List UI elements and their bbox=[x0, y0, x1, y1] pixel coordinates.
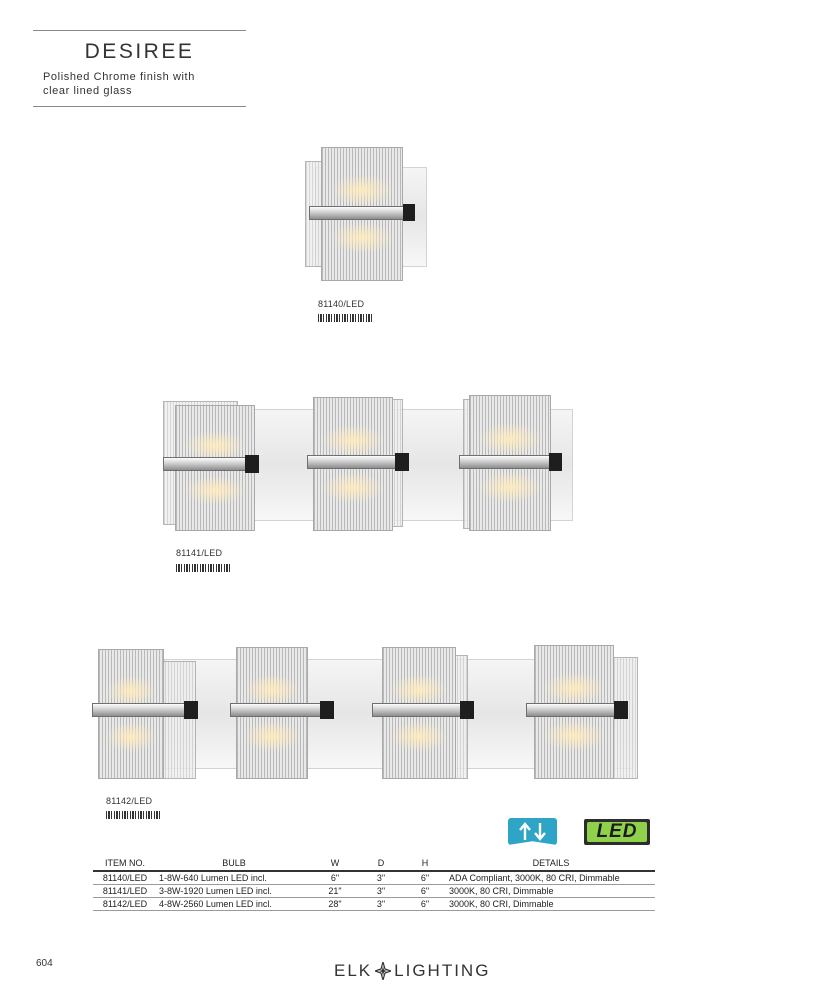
depth-cell: 3" bbox=[359, 885, 403, 898]
height-cell: 6" bbox=[403, 871, 447, 885]
product-image-81142 bbox=[92, 643, 642, 783]
item-cell: 81141/LED bbox=[93, 885, 157, 898]
diamond-star-icon bbox=[375, 962, 391, 980]
page-number: 604 bbox=[36, 958, 53, 969]
bulb-cell: 3-8W-1920 Lumen LED incl. bbox=[157, 885, 311, 898]
width-cell: 21" bbox=[311, 885, 359, 898]
spec-table bbox=[93, 856, 655, 911]
table-row bbox=[93, 898, 655, 911]
chrome-arm-end-cap bbox=[184, 701, 198, 719]
height-cell: 6" bbox=[403, 885, 447, 898]
chrome-arm-end-cap bbox=[549, 453, 562, 471]
table-header-row bbox=[93, 856, 655, 871]
height-cell: 6" bbox=[403, 898, 447, 911]
product-barcode-81142 bbox=[106, 811, 162, 819]
led-badge bbox=[584, 819, 650, 845]
up-down-light-icon bbox=[508, 818, 557, 845]
chrome-arm bbox=[526, 703, 628, 717]
chrome-arm bbox=[309, 206, 413, 220]
width-cell: 6" bbox=[311, 871, 359, 885]
product-image-81141 bbox=[163, 395, 573, 535]
chrome-arm bbox=[307, 455, 403, 469]
product-label-81141: 81141/LED bbox=[176, 548, 223, 558]
column-header: BULB bbox=[157, 856, 311, 871]
column-header: W bbox=[311, 856, 359, 871]
product-label-81140: 81140/LED bbox=[318, 299, 365, 309]
led-badge-label: LED bbox=[587, 822, 647, 842]
chrome-arm bbox=[372, 703, 472, 717]
width-cell: 28" bbox=[311, 898, 359, 911]
brand-left: ELK bbox=[334, 961, 373, 980]
details-cell: 3000K, 80 CRI, Dimmable bbox=[447, 898, 655, 911]
collection-description bbox=[43, 70, 243, 98]
chrome-arm-end-cap bbox=[245, 455, 259, 473]
item-cell: 81140/LED bbox=[93, 871, 157, 885]
bulb-cell: 4-8W-2560 Lumen LED incl. bbox=[157, 898, 311, 911]
table-row bbox=[93, 885, 655, 898]
chrome-arm-end-cap bbox=[395, 453, 409, 471]
chrome-arm-end-cap bbox=[403, 204, 415, 221]
collection-title: DESIREE bbox=[84, 40, 195, 63]
description-line-2: clear lined glass bbox=[43, 85, 133, 97]
chrome-arm bbox=[92, 703, 192, 717]
description-line-1: Polished Chrome finish with bbox=[43, 71, 195, 83]
chrome-arm bbox=[459, 455, 557, 469]
chrome-arm-end-cap bbox=[460, 701, 474, 719]
chrome-arm bbox=[230, 703, 326, 717]
bulb-cell: 1-8W-640 Lumen LED incl. bbox=[157, 871, 311, 885]
depth-cell: 3" bbox=[359, 898, 403, 911]
product-barcode-81141 bbox=[176, 564, 232, 572]
depth-cell: 3" bbox=[359, 871, 403, 885]
brand-right: LIGHTING bbox=[394, 961, 491, 980]
chrome-arm-end-cap bbox=[320, 701, 334, 719]
column-header: H bbox=[403, 856, 447, 871]
table-row bbox=[93, 871, 655, 885]
details-cell: ADA Compliant, 3000K, 80 CRI, Dimmable bbox=[447, 871, 655, 885]
header-top-rule bbox=[33, 30, 246, 31]
product-image-81140 bbox=[305, 145, 430, 285]
column-header: D bbox=[359, 856, 403, 871]
chrome-arm bbox=[163, 457, 257, 471]
column-header: DETAILS bbox=[447, 856, 655, 871]
product-label-81142: 81142/LED bbox=[106, 796, 153, 806]
item-cell: 81142/LED bbox=[93, 898, 157, 911]
chrome-arm-end-cap bbox=[614, 701, 628, 719]
details-cell: 3000K, 80 CRI, Dimmable bbox=[447, 885, 655, 898]
brand-logo bbox=[334, 961, 490, 981]
header-bottom-rule bbox=[33, 106, 246, 107]
product-barcode-81140 bbox=[318, 314, 374, 322]
column-header: ITEM NO. bbox=[93, 856, 157, 871]
